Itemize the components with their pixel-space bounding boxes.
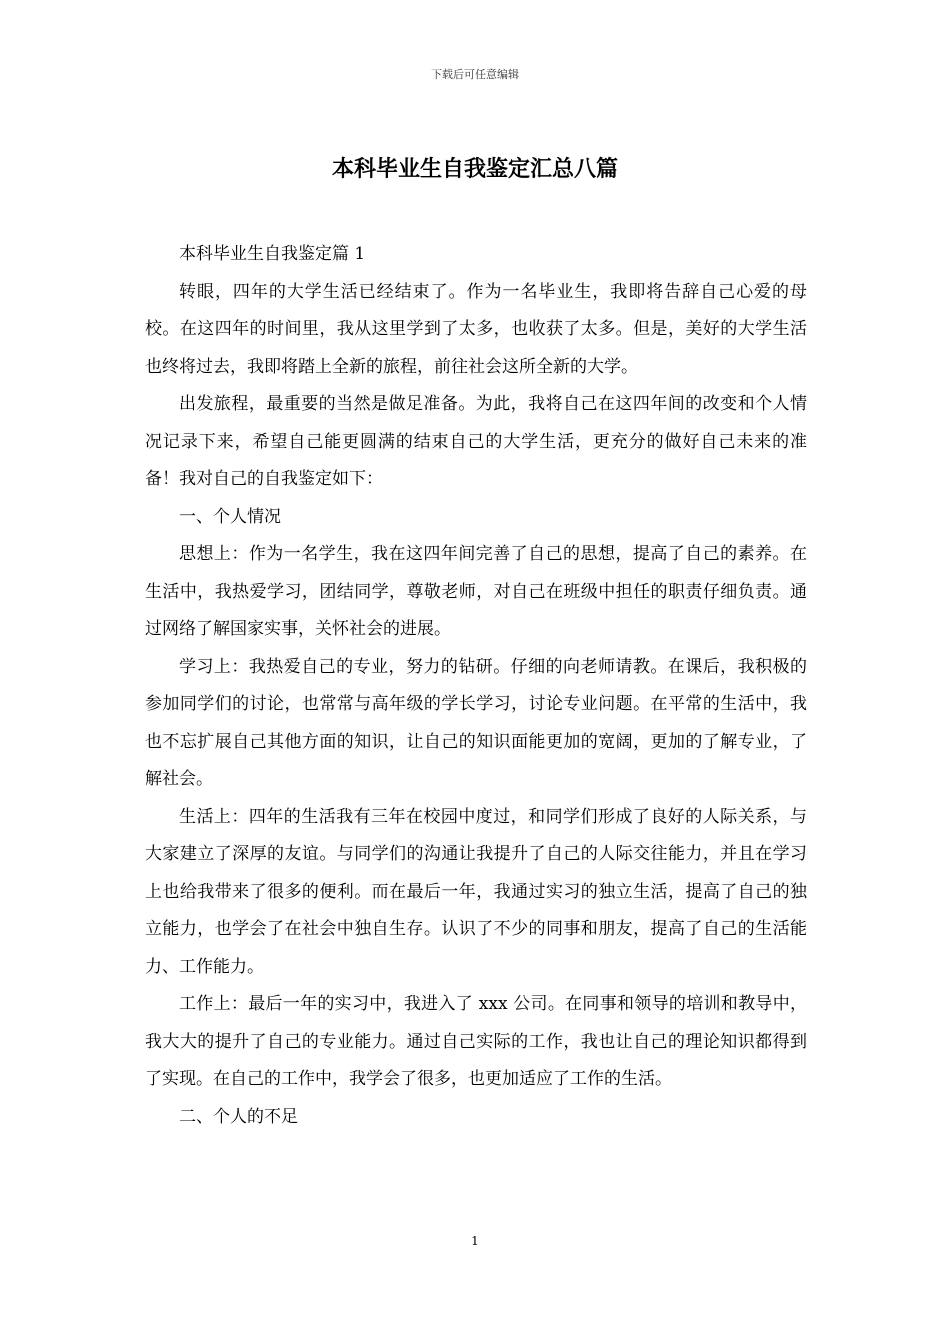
document-title: 本科毕业生自我鉴定汇总八篇: [331, 157, 618, 182]
subsection-heading: 一、个人情况: [179, 506, 281, 527]
body-paragraph: 学习上：我热爱自己的专业，努力的钻研。仔细的向老师请教。在课后，我积极的参加同学们的讨论，也常常与高年级的学长学习，讨论专业问题。在平常的生活中，我也不忘扩展自己其他方面的知识，让自己的知识面能更加的宽阔，更加的了解专业，了解社会。: [145, 656, 807, 789]
body-paragraph: 思想上：作为一名学生，我在这四年间完善了自己的思想，提高了自己的素养。在生活中，我热爱学习，团结同学，尊敬老师，对自己在班级中担任的职责仔细负责。通过网络了解国家实事，关怀社会的进展。: [145, 544, 807, 639]
header-note: 下载后可任意编辑: [431, 68, 519, 81]
section-heading: 本科毕业生自我鉴定篇 1: [179, 244, 366, 264]
body-paragraph: 出发旅程，最重要的当然是做足准备。为此，我将自己在这四年间的改变和个人情况记录下来，希望自己能更圆满的结束自己的大学生活，更充分的做好自己未来的准备！我对自己的自我鉴定如下：: [145, 394, 807, 489]
body-paragraph: 工作上：最后一年的实习中，我进入了 xxx 公司。在同事和领导的培训和教导中，我大大的提升了自己的专业能力。通过自己实际的工作，我也让自己的理论知识都得到了实现。在自己的工作中，我学会了很多，也更加适应了工作的生活。: [145, 994, 807, 1089]
document-body: [145, 236, 807, 1136]
subsection-heading: 二、个人的不足: [179, 1106, 298, 1127]
body-paragraph: 生活上：四年的生活我有三年在校园中度过，和同学们形成了良好的人际关系，与大家建立了深厚的友谊。与同学们的沟通让我提升了自己的人际交往能力，并且在学习上也给我带来了很多的便利。而在最后一年，我通过实习的独立生活，提高了自己的独立能力，也学会了在社会中独自生存。认识了不少的同事和朋友，提高了自己的生活能力、工作能力。: [145, 806, 807, 977]
page-number: 1: [471, 1234, 479, 1248]
body-paragraph: 转眼，四年的大学生活已经结束了。作为一名毕业生，我即将告辞自己心爱的母校。在这四年的时间里，我从这里学到了太多，也收获了太多。但是，美好的大学生活也终将过去，我即将踏上全新的旅程，前往社会这所全新的大学。: [145, 281, 807, 377]
